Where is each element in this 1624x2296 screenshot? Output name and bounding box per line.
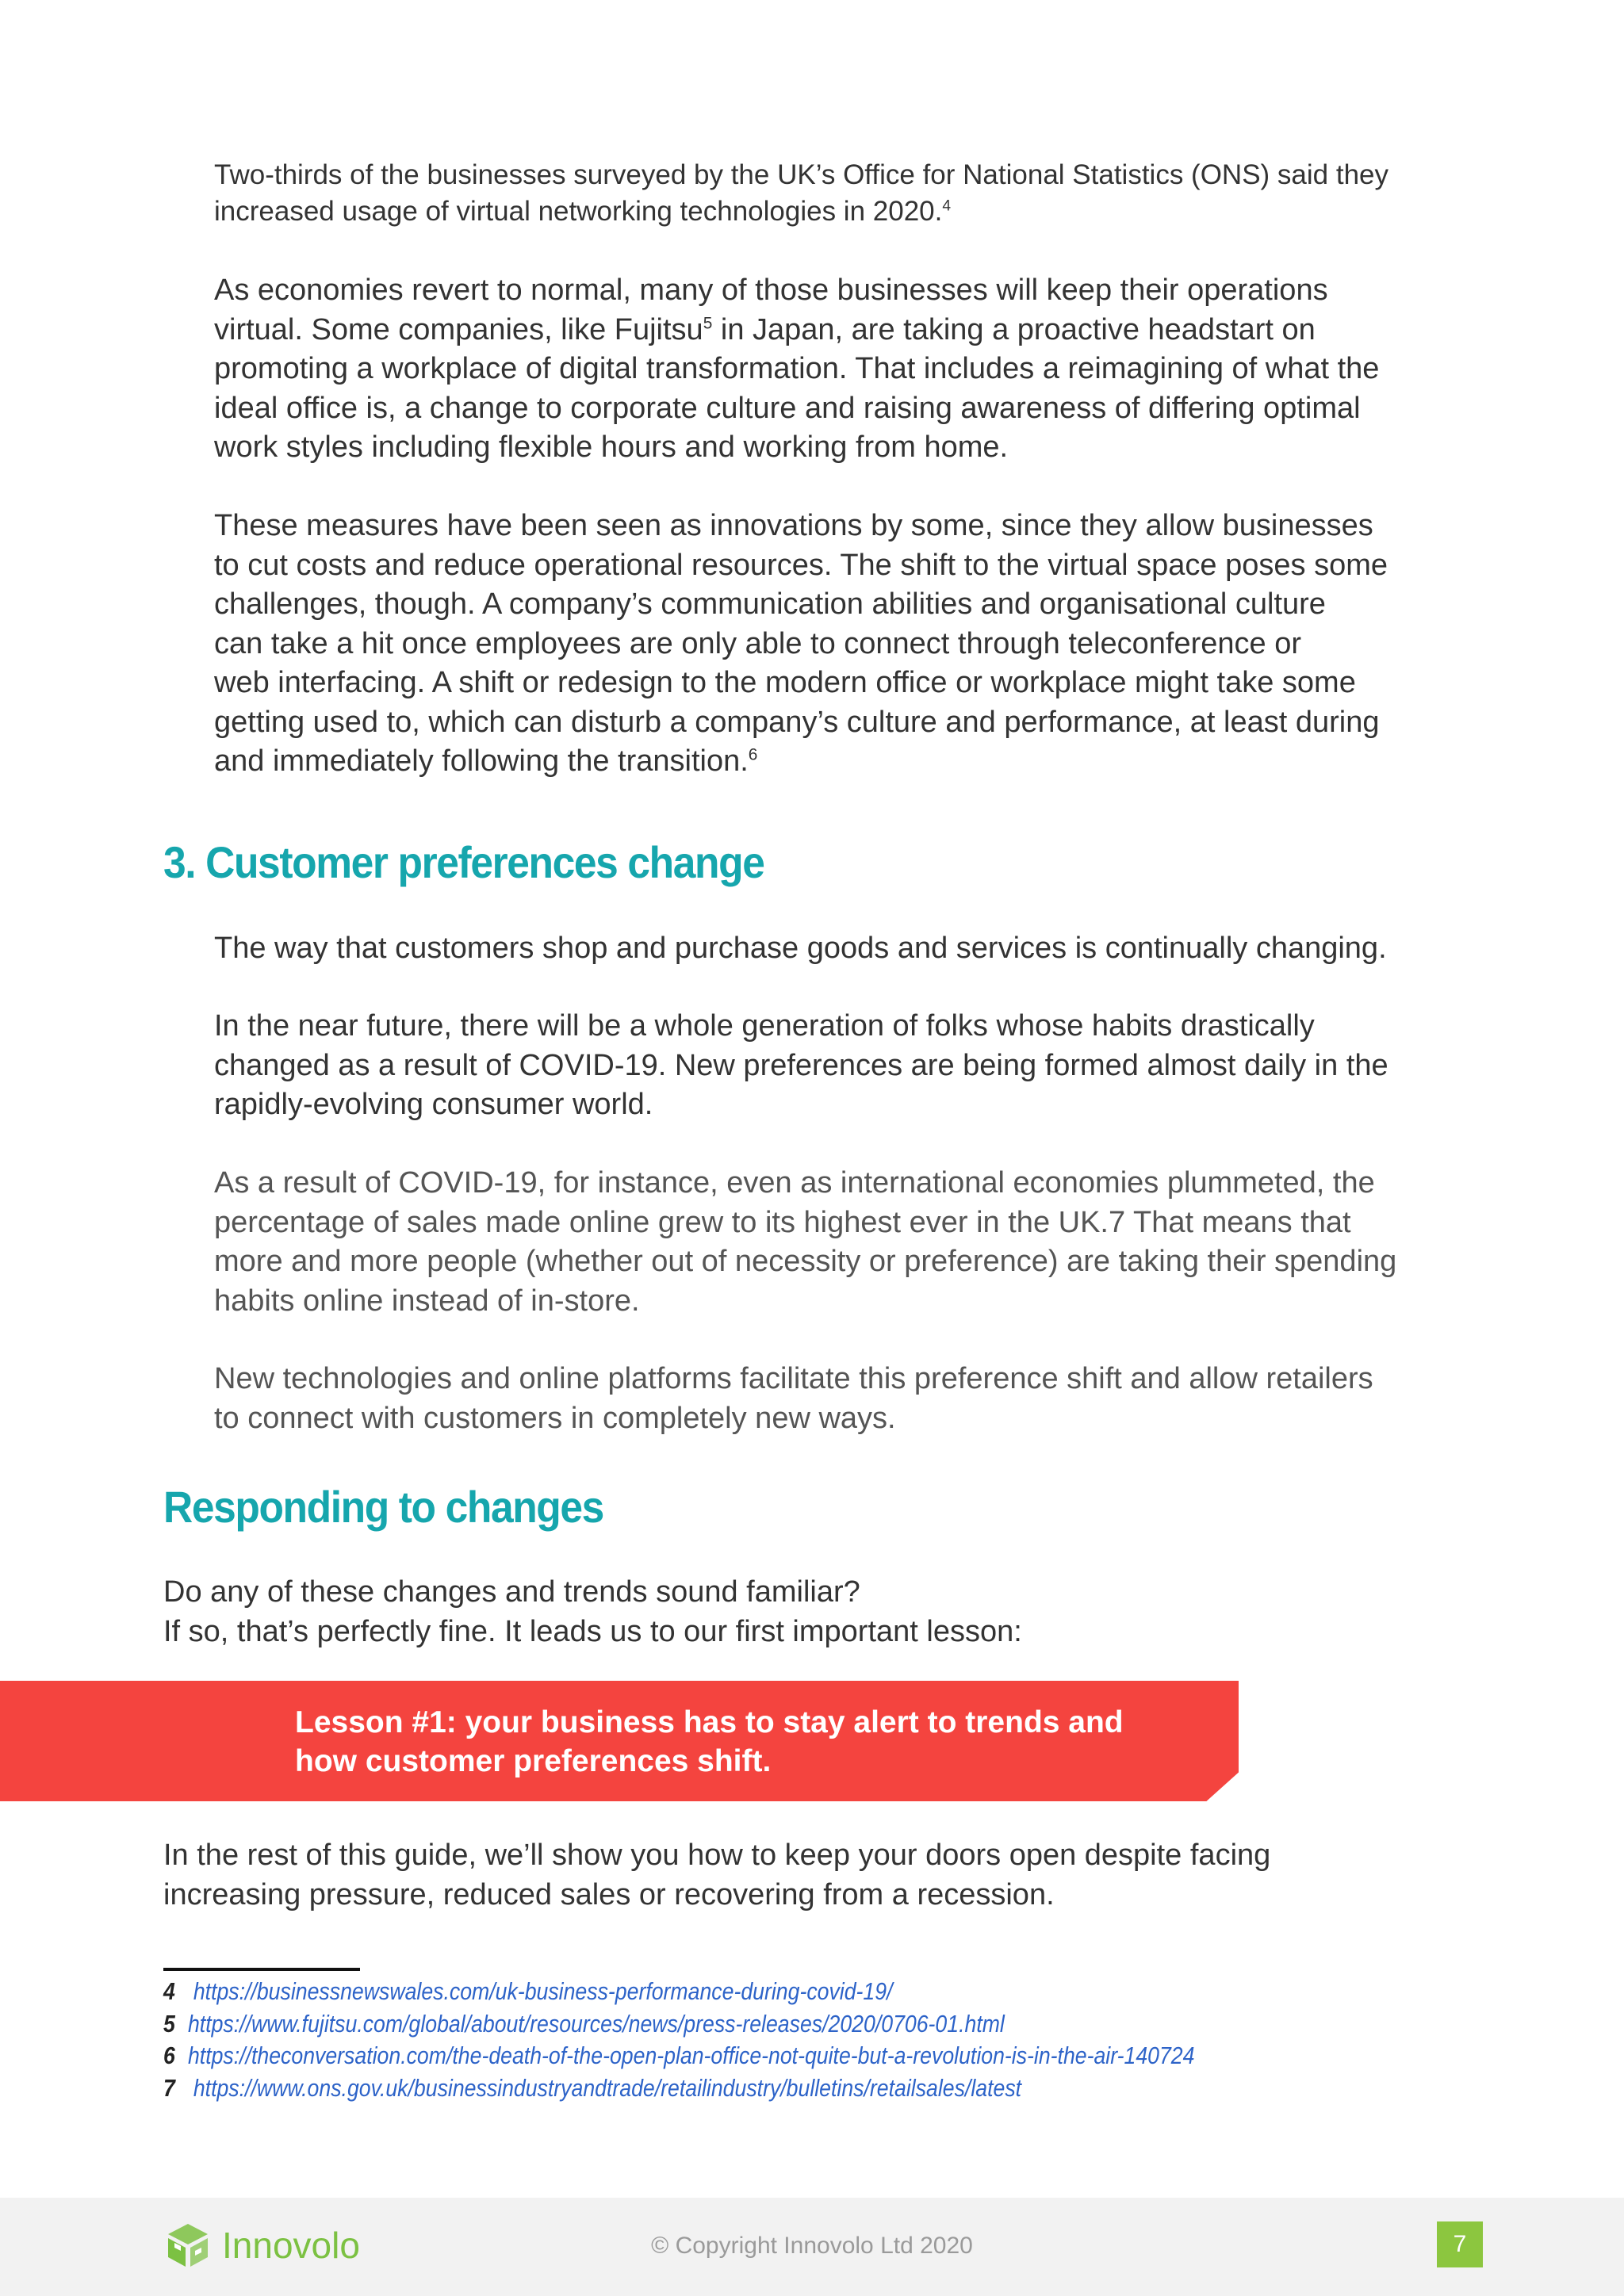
paragraph-familiar bbox=[163, 1573, 1022, 1651]
text-line: If so, that’s perfectly fine. It leads us to our first important lesson: bbox=[163, 1614, 1022, 1648]
text-fragment: in Japan, are taking a proactive headstart on bbox=[712, 312, 1316, 346]
footnote-item bbox=[163, 2042, 1194, 2074]
paragraph-near-future bbox=[214, 1007, 1388, 1125]
text-line: rapidly-evolving consumer world. bbox=[214, 1088, 653, 1121]
text-line: As a result of COVID-19, for instance, even as international economies plummeted, the bbox=[214, 1166, 1375, 1200]
footnote-ref: 5 bbox=[703, 313, 713, 332]
text-line: how customer preferences shift. bbox=[295, 1744, 772, 1778]
text-line: can take a hit once employees are only able to connect through teleconference or bbox=[214, 626, 1301, 660]
text-line: habits online instead of in-store. bbox=[214, 1284, 640, 1318]
text-line: Lesson #1: your business has to stay alert to trends and bbox=[295, 1705, 1124, 1739]
paragraph-innovations bbox=[214, 507, 1388, 782]
footnote-ref: 6 bbox=[748, 745, 758, 764]
footnote-number: 5 bbox=[163, 2009, 175, 2038]
text-fragment: increased usage of virtual networking technologies in 2020. bbox=[214, 196, 943, 227]
lesson-text bbox=[295, 1703, 1124, 1781]
footnote-item bbox=[163, 2074, 1194, 2107]
paragraph-covid-sales bbox=[214, 1164, 1396, 1321]
text-line: web interfacing. A shift or redesign to the modern office or workplace might take some bbox=[214, 666, 1356, 699]
copyright-text: © Copyright Innovolo Ltd 2020 bbox=[651, 2233, 973, 2259]
paragraph-economies-revert bbox=[214, 271, 1379, 468]
section-heading: Responding to changes bbox=[163, 1482, 603, 1532]
text-line: In the rest of this guide, we’ll show you how to keep your doors open despite facing bbox=[163, 1839, 1271, 1872]
section-heading: 3. Customer preferences change bbox=[163, 837, 764, 887]
footnote-item bbox=[163, 1977, 1194, 2010]
logo-wordmark: Innovolo bbox=[222, 2225, 360, 2266]
text-line bbox=[214, 193, 1388, 230]
footnote-list bbox=[163, 1977, 1362, 2106]
paragraph-customers-shop bbox=[214, 929, 1387, 969]
text-line: getting used to, which can disturb a company’s culture and performance, at least during bbox=[214, 705, 1380, 739]
text-line: In the near future, there will be a whole generation of folks whose habits drastically bbox=[214, 1009, 1315, 1043]
footnote-item bbox=[163, 2010, 1194, 2042]
text-line: Do any of these changes and trends sound familiar? bbox=[163, 1575, 860, 1609]
paragraph-rest-of-guide bbox=[163, 1836, 1270, 1915]
text-line: As economies revert to normal, many of those businesses will keep their operations bbox=[214, 274, 1328, 307]
footnote-number: 4 bbox=[163, 1977, 175, 2005]
text-line: Two-thirds of the businesses surveyed by the UK’s Office for National Statistics (ONS) said they bbox=[214, 159, 1389, 190]
text-line: ideal office is, a change to corporate culture and raising awareness of differing optimal bbox=[214, 391, 1361, 425]
page-number-badge: 7 bbox=[1437, 2221, 1483, 2267]
text-line: more and more people (whether out of necessity or preference) are taking their spending bbox=[214, 1245, 1397, 1278]
paragraph-ons-survey bbox=[214, 157, 1388, 230]
footnote-link[interactable]: https://businessnewswales.com/uk-business-performance-during-covid-19/ bbox=[193, 1977, 893, 2005]
text-line: percentage of sales made online grew to its highest ever in the UK.7 That means that bbox=[214, 1205, 1351, 1239]
text-line bbox=[214, 742, 1388, 782]
footnote-number: 6 bbox=[163, 2042, 175, 2069]
text-fragment: virtual. Some companies, like Fujitsu bbox=[214, 312, 703, 346]
text-line: challenges, though. A company’s communication abilities and organisational culture bbox=[214, 587, 1326, 621]
footnote-link[interactable]: https://www.fujitsu.com/global/about/resources/news/press-releases/2020/0706-01.html bbox=[187, 2009, 1005, 2038]
footnote-divider bbox=[163, 1968, 360, 1971]
text-line: New technologies and online platforms facilitate this preference shift and allow retailers bbox=[214, 1362, 1373, 1395]
text-fragment: and immediately following the transition. bbox=[214, 744, 749, 778]
footnote-link[interactable]: https://theconversation.com/the-death-of-the-open-plan-office-not-quite-but-a-revolution-is-in-the-air-140724 bbox=[187, 2042, 1195, 2069]
text-line: changed as a result of COVID-19. New preferences are being formed almost daily in the bbox=[214, 1048, 1388, 1082]
footnote-link[interactable]: https://www.ons.gov.uk/businessindustryandtrade/retailindustry/bulletins/retailsales/latest bbox=[193, 2073, 1022, 2102]
text-line bbox=[214, 311, 1379, 350]
footnote-ref: 4 bbox=[942, 197, 952, 215]
text-line: promoting a workplace of digital transformation. That includes a reimagining of what the bbox=[214, 352, 1380, 385]
paragraph-new-technologies bbox=[214, 1360, 1373, 1438]
text-line: These measures have been seen as innovations by some, since they allow businesses bbox=[214, 509, 1373, 542]
text-line: work styles including flexible hours and working from home. bbox=[214, 430, 1009, 464]
text-line: to connect with customers in completely new ways. bbox=[214, 1401, 896, 1435]
text-line: The way that customers shop and purchase goods and services is continually changing. bbox=[214, 932, 1387, 965]
footnote-number: 7 bbox=[163, 2073, 175, 2102]
text-line: to cut costs and reduce operational resources. The shift to the virtual space poses some bbox=[214, 548, 1388, 582]
text-line: increasing pressure, reduced sales or recovering from a recession. bbox=[163, 1877, 1055, 1911]
